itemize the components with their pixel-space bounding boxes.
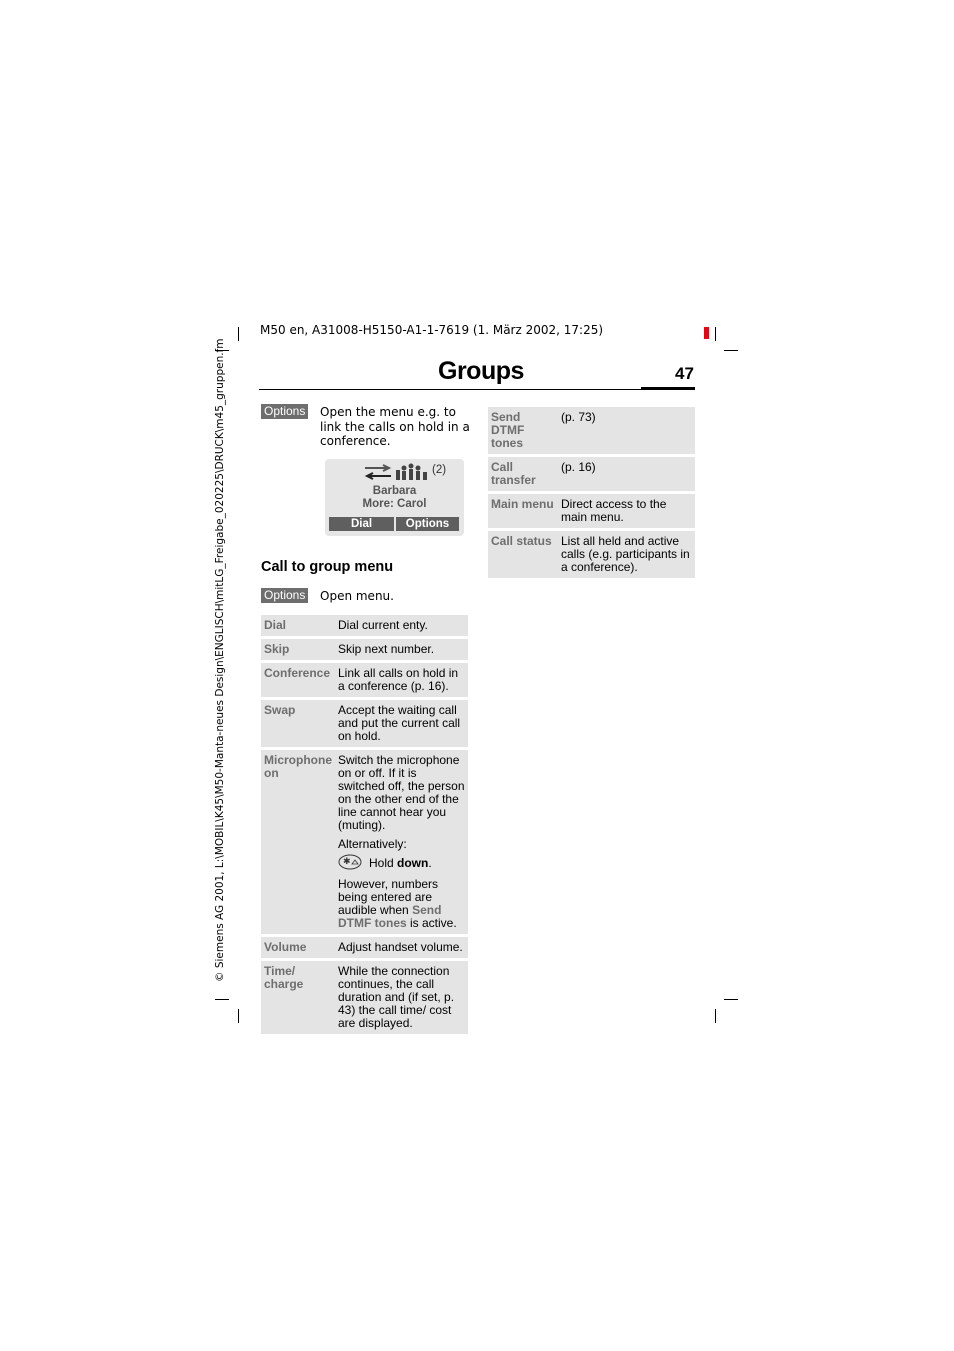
star-key-icon [338,854,362,873]
menu-value: Accept the waiting call and put the current call on hold. [335,700,468,747]
note-pre: However, numbers being entered are audible when [338,877,439,917]
menu-key: Main menu [488,494,558,528]
menu-key: Time/ charge [261,961,335,1034]
options-softkey-display: Options [396,517,459,531]
menu-key: Skip [261,639,335,660]
table-row [261,937,468,958]
hold-pre: Hold [369,856,398,870]
table-row [261,961,468,1034]
microphone-description: Switch the microphone on or off. If it is switched off, the person on the other end of the line cannot hear you (muting). [338,753,465,832]
page-title: Groups [438,357,524,385]
color-bar-marker [704,327,709,339]
menu-key: Microphone on [261,750,335,934]
table-row [261,700,468,747]
menu-value: Direct access to the main menu. [558,494,695,528]
menu-value: Dial current enty. [335,615,468,636]
menu-value [335,750,468,934]
phone-display [325,459,464,536]
menu-value: While the connection continues, the call duration and (if set, p. 43) the call time/ cost are displayed. [335,961,468,1034]
transfer-arrows-icon [363,464,393,485]
menu-value: Link all calls on hold in a conference (p. 16). [335,663,468,697]
hold-instruction [338,854,465,873]
table-row [261,663,468,697]
title-rule [259,389,695,390]
menu-key: Call transfer [488,457,558,491]
hold-post: . [428,856,432,870]
document-header: M50 en, A31008-H5150-A1-1-7619 (1. März 2002, 17:25) [260,323,604,337]
menu-key: Swap [261,700,335,747]
display-line-2: More: Carol [362,498,427,510]
hold-bold: down [397,856,429,870]
options-softkey-2: Options [261,588,308,603]
group-menu-table [261,612,468,1037]
menu-key: Volume [261,937,335,958]
page-number: 47 [675,364,694,383]
menu-key: Conference [261,663,335,697]
menu-key: Call status [488,531,558,578]
note-post: is active. [406,916,457,930]
display-line-1: Barbara [372,485,417,497]
svg-text:✱: ✱ [343,857,351,867]
table-row [488,531,695,578]
crop-mark [724,999,738,1000]
options-softkey: Options [261,404,308,419]
menu-value: (p. 73) [558,407,695,454]
crop-mark [215,999,229,1000]
group-people-icon [395,463,429,486]
menu-value: Skip next number. [335,639,468,660]
table-row [261,615,468,636]
file-path-note: © Siemens AG 2001, L:\MOBIL\K45\M50-Manta-neues Design\ENGLISCH\mitLG_Freigabe_020225\DRUCK\m45_gruppen.fm [214,338,226,982]
menu-value: List all held and active calls (e.g. participants in a conference). [558,531,695,578]
section-heading: Call to group menu [261,559,394,575]
table-row [261,639,468,660]
menu-value: Adjust handset volume. [335,937,468,958]
crop-mark [238,327,239,341]
dial-softkey: Dial [329,517,394,531]
menu-key: Dial [261,615,335,636]
group-count: (2) [432,464,447,476]
dtmf-note [338,878,465,930]
section-text: Open menu. [320,589,394,603]
table-row [261,750,468,934]
crop-mark [724,350,738,351]
page-number-rule [641,387,695,390]
alternatively-label: Alternatively: [338,837,407,851]
menu-key: Send DTMF tones [488,407,558,454]
intro-text: Open the menu e.g. to link the calls on hold in a conference. [320,405,470,448]
crop-mark [238,1009,239,1023]
table-row [488,457,695,491]
table-row [488,494,695,528]
menu-value: (p. 16) [558,457,695,491]
note-highlight: Send DTMF tones [338,903,442,930]
crop-mark [715,1009,716,1023]
table-row [488,407,695,454]
crop-mark [715,327,716,341]
group-menu-table-continued [488,404,695,581]
